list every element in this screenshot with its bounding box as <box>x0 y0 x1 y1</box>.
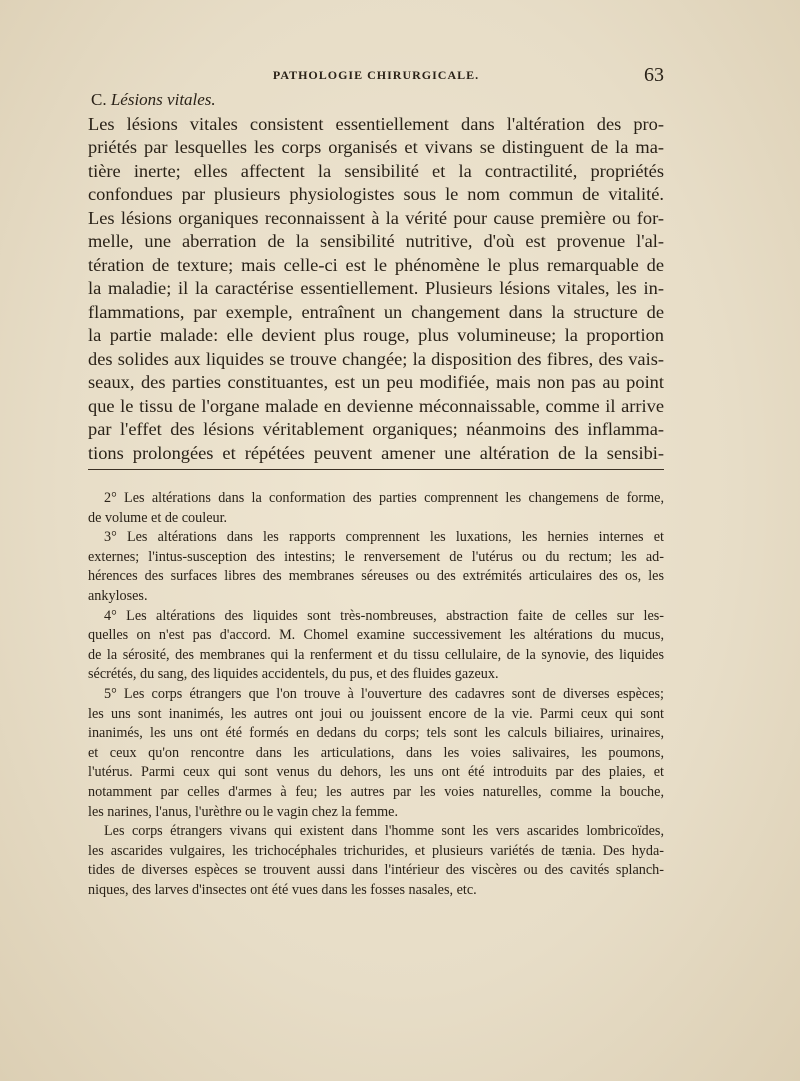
body-line: tions prolongées et répétées peuvent amener une altération de la sensibi- <box>88 442 664 463</box>
footnote-line: inanimés, les uns ont été formés en dedans du corps; tels sont les calculs biliaires, urinaires, <box>88 725 664 742</box>
footnote-line: les ascarides vulgaires, les trichocéphales trichurides, et plusieurs variétés de tænia. Des hyda- <box>88 842 664 859</box>
body-line: seaux, des parties constituantes, est un peu modifiée, mais non pas au point <box>88 372 664 392</box>
page-header <box>88 64 664 90</box>
body-line: Les lésions vitales consistent essentiellement dans l'altération des pro- <box>88 113 664 134</box>
running-title: PATHOLOGIE CHIRURGICALE. <box>272 68 480 82</box>
footnote-line: de la sérosité, des membranes qui la renferment et du tissu cellulaire, de la synovie, des liquides <box>88 646 664 663</box>
body-paragraph <box>88 113 664 466</box>
footnote-paragraph <box>88 607 664 685</box>
footnote-line: 4° Les altérations des liquides sont très-nombreuses, abstraction faite de celles sur les- <box>104 607 664 624</box>
footnote-line: ankyloses. <box>88 587 148 604</box>
footnote-line: tides de diverses espèces se trouvent aussi dans l'intérieur des viscères ou des cavités splanch- <box>88 862 664 879</box>
body-line: des solides aux liquides se trouve changée; la disposition des fibres, des vais- <box>88 348 664 369</box>
body-line: confondues par plusieurs physiologistes sous le nom commun de vitalité. <box>88 184 664 204</box>
footnote-line: Les corps étrangers vivans qui existent dans l'homme sont les vers ascarides lombricoïdes, <box>104 823 664 840</box>
footnote-line: et ceux qu'on rencontre dans les articulations, dans les voies salivaires, les poumons, <box>88 744 664 761</box>
footnote-line: 2° Les altérations dans la conformation des parties comprennent les changemens de forme, <box>104 490 664 506</box>
footnote-line: 3° Les altérations dans les rapports comprennent les luxations, les hernies internes et <box>104 529 664 546</box>
body-line: que le tissu de l'organe malade en devienne méconnaissable, comme il arrive <box>88 395 664 416</box>
footnote-line: hérences des surfaces libres des membranes séreuses ou des extrémités articulaires des os, les <box>88 568 664 585</box>
footnote-line: 5° Les corps étrangers que l'on trouve à l'ouverture des cadavres sont de diverses espèces; <box>104 685 664 702</box>
body-line: priétés par lesquelles les corps organisés et vivans se distinguent de la ma- <box>88 137 664 157</box>
body-line: tière inerte; elles affectent la sensibilité et la contractilité, propriétés <box>88 160 664 181</box>
footnote-line: notamment par celles d'armes à feu; les autres par les voies naturelles, comme la bouche, <box>88 783 664 800</box>
body-line: melle, une aberration de la sensibilité nutritive, d'où est provenue l'al- <box>88 231 664 251</box>
footnotes <box>88 489 664 900</box>
section-heading <box>91 88 664 112</box>
body-line: la maladie; il la caractérise essentiellement. Plusieurs lésions vitales, les in- <box>88 278 664 298</box>
footnote-line: les narines, l'anus, l'urèthre ou le vagin chez la femme. <box>88 803 399 820</box>
footnote-line: externes; l'intus-susception des intestins; le renversement de l'utérus ou du rectum; les ad- <box>88 548 664 565</box>
footnote-line: niques, des larves d'insectes ont été vues dans les fosses nasales, etc. <box>88 881 477 898</box>
footnote-paragraph <box>88 528 664 606</box>
footnote-line: l'utérus. Parmi ceux qui sont venus du dehors, les uns ont été introduits par des plaies, et <box>88 764 664 781</box>
body-line: tération de texture; mais celle-ci est le phénomène le plus remarquable de <box>88 254 664 275</box>
footnote-line: de volume et de couleur. <box>88 509 228 526</box>
section-title: Lésions vitales. <box>110 90 216 109</box>
section-label: C. <box>91 90 107 109</box>
page-number: 63 <box>644 64 664 86</box>
body-line: la partie malade: elle devient plus rouge, plus volumineuse; la proportion <box>88 325 664 345</box>
footnote-paragraph <box>88 489 664 528</box>
footnote-line: sécrétés, du sang, des liquides accidentels, du pus, et des fluides gazeux. <box>88 666 499 683</box>
footnote-separator-rule <box>88 469 664 470</box>
footnote-line: les uns sont inanimés, les autres ont joui ou jouissent encore de la vie. Parmi ceux qui sont <box>88 705 664 722</box>
body-line: Les lésions organiques reconnaissent à la vérité pour cause première ou for- <box>88 207 664 228</box>
main-text <box>88 88 664 465</box>
footnote-paragraph <box>88 822 664 900</box>
body-line: par l'effet des lésions véritablement organiques; néanmoins des inflamma- <box>88 419 664 439</box>
footnote-line: quelles on n'est pas d'accord. M. Chomel examine successivement les altérations du mucus, <box>88 627 664 644</box>
footnote-paragraph <box>88 685 664 822</box>
body-line: flammations, par exemple, entraînent un changement dans la structure de <box>88 301 664 322</box>
